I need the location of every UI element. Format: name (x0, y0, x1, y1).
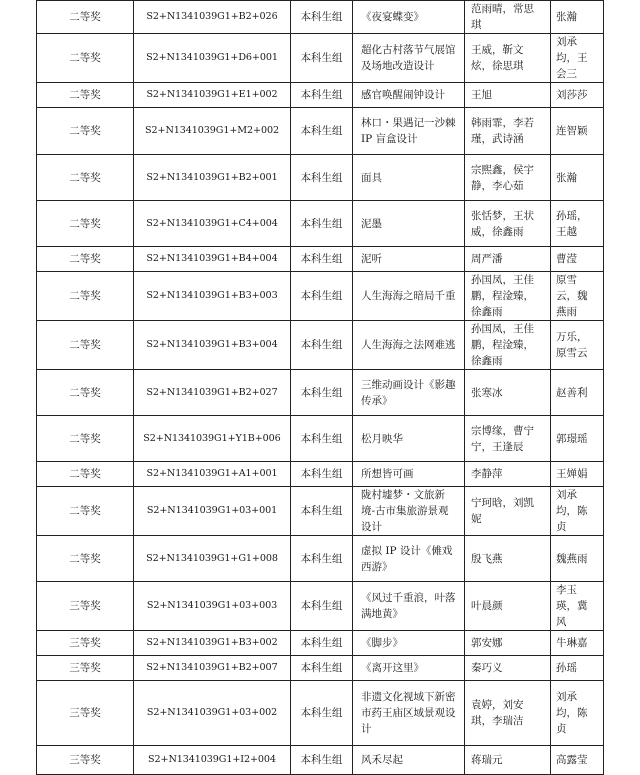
table-row (37, 681, 604, 746)
group-cell: 本科生组 (291, 1, 353, 34)
entry-code-cell: S2+N1341039G1+B2+026 (134, 1, 291, 34)
award-level-cell: 二等奖 (37, 34, 134, 83)
authors-cell: 秦巧义 (465, 656, 551, 681)
group-cell: 本科生组 (291, 321, 353, 370)
work-title-cell: 泥墨 (353, 201, 465, 247)
entry-code-cell: S2+N1341039G1+03+001 (134, 487, 291, 536)
entry-code-cell: S2+N1341039G1+A1+001 (134, 462, 291, 487)
authors-cell: 王旭 (465, 83, 551, 108)
advisor-cell: 刘承均，王会三 (551, 34, 604, 83)
authors-cell: 韩雨霏，李若瑾，武诗涵 (465, 108, 551, 155)
entry-code-cell: S2+N1341039G1+B2+007 (134, 656, 291, 681)
group-cell: 本科生组 (291, 247, 353, 272)
group-cell: 本科生组 (291, 416, 353, 462)
authors-cell: 孙国凤，王佳鹏，程淦臻，徐鑫雨 (465, 321, 551, 370)
group-cell: 本科生组 (291, 582, 353, 631)
table-row (37, 536, 604, 582)
table-row (37, 83, 604, 108)
work-title-cell: 泥听 (353, 247, 465, 272)
group-cell: 本科生组 (291, 272, 353, 321)
group-cell: 本科生组 (291, 370, 353, 416)
group-cell: 本科生组 (291, 155, 353, 201)
table-row (37, 416, 604, 462)
table-row (37, 201, 604, 247)
advisor-cell: 刘承均，陈贞 (551, 681, 604, 746)
table-row (37, 370, 604, 416)
award-table (36, 0, 604, 775)
advisor-cell: 连智颖 (551, 108, 604, 155)
advisor-cell: 原雪云，魏燕雨 (551, 272, 604, 321)
award-level-cell: 二等奖 (37, 83, 134, 108)
advisor-cell: 王婵娟 (551, 462, 604, 487)
award-level-cell: 三等奖 (37, 656, 134, 681)
work-title-cell: 非遗文化视域下新密市药王庙区域景观设计 (353, 681, 465, 746)
authors-cell: 殷飞燕 (465, 536, 551, 582)
award-table-body (37, 1, 604, 775)
entry-code-cell: S2+N1341039G1+G1+008 (134, 536, 291, 582)
award-level-cell: 二等奖 (37, 155, 134, 201)
work-title-cell: 《脚步》 (353, 631, 465, 656)
award-level-cell: 三等奖 (37, 582, 134, 631)
entry-code-cell: S2+N1341039G1+E1+002 (134, 83, 291, 108)
award-level-cell: 二等奖 (37, 416, 134, 462)
entry-code-cell: S2+N1341039G1+B3+004 (134, 321, 291, 370)
entry-code-cell: S2+N1341039G1+Y1B+006 (134, 416, 291, 462)
advisor-cell: 刘承均，陈贞 (551, 487, 604, 536)
authors-cell: 袁婷，刘安琪，李瑞洁 (465, 681, 551, 746)
award-level-cell: 二等奖 (37, 247, 134, 272)
work-title-cell: 《风过千重浪，叶落满地黄》 (353, 582, 465, 631)
table-row (37, 582, 604, 631)
award-level-cell: 三等奖 (37, 681, 134, 746)
group-cell: 本科生组 (291, 34, 353, 83)
authors-cell: 宁珂晗，刘凯妮 (465, 487, 551, 536)
advisor-cell: 李玉瑛，冀风 (551, 582, 604, 631)
advisor-cell: 赵善利 (551, 370, 604, 416)
group-cell: 本科生组 (291, 536, 353, 582)
work-title-cell: 人生海海之暗局千重 (353, 272, 465, 321)
table-row (37, 746, 604, 775)
advisor-cell: 魏燕雨 (551, 536, 604, 582)
award-level-cell: 二等奖 (37, 462, 134, 487)
work-title-cell: 风禾尽起 (353, 746, 465, 775)
work-title-cell: 面具 (353, 155, 465, 201)
work-title-cell: 人生海海之法网难逃 (353, 321, 465, 370)
entry-code-cell: S2+N1341039G1+B2+027 (134, 370, 291, 416)
group-cell: 本科生组 (291, 631, 353, 656)
work-title-cell: 所想皆可画 (353, 462, 465, 487)
table-row (37, 656, 604, 681)
work-title-cell: 超化古村落节气展馆及场地改造设计 (353, 34, 465, 83)
entry-code-cell: S2+N1341039G1+C4+004 (134, 201, 291, 247)
table-row (37, 1, 604, 34)
entry-code-cell: S2+N1341039G1+B3+003 (134, 272, 291, 321)
authors-cell: 叶晨颜 (465, 582, 551, 631)
work-title-cell: 松月映华 (353, 416, 465, 462)
award-level-cell: 二等奖 (37, 272, 134, 321)
advisor-cell: 张瀚 (551, 155, 604, 201)
advisor-cell: 曹滢 (551, 247, 604, 272)
entry-code-cell: S2+N1341039G1+B3+002 (134, 631, 291, 656)
entry-code-cell: S2+N1341039G1+I2+004 (134, 746, 291, 775)
entry-code-cell: S2+N1341039G1+03+003 (134, 582, 291, 631)
table-row (37, 272, 604, 321)
work-title-cell: 虚拟 IP 设计《傩戏西游》 (353, 536, 465, 582)
advisor-cell: 高露莹 (551, 746, 604, 775)
authors-cell: 王威，靳文炫，徐思琪 (465, 34, 551, 83)
work-title-cell: 三维动画设计《影趣传承》 (353, 370, 465, 416)
entry-code-cell: S2+N1341039G1+D6+001 (134, 34, 291, 83)
table-row (37, 34, 604, 83)
work-title-cell: 林口・果遇记一沙棘IP 盲盒设计 (353, 108, 465, 155)
award-level-cell: 二等奖 (37, 487, 134, 536)
work-title-cell: 感官唤醒闹钟设计 (353, 83, 465, 108)
group-cell: 本科生组 (291, 201, 353, 247)
table-row (37, 631, 604, 656)
award-level-cell: 二等奖 (37, 201, 134, 247)
group-cell: 本科生组 (291, 487, 353, 536)
award-level-cell: 三等奖 (37, 631, 134, 656)
table-row (37, 462, 604, 487)
advisor-cell: 牛琳嘉 (551, 631, 604, 656)
advisor-cell: 孙瑶，王越 (551, 201, 604, 247)
group-cell: 本科生组 (291, 656, 353, 681)
authors-cell: 李静萍 (465, 462, 551, 487)
advisor-cell: 刘莎莎 (551, 83, 604, 108)
award-level-cell: 二等奖 (37, 108, 134, 155)
group-cell: 本科生组 (291, 746, 353, 775)
table-row (37, 321, 604, 370)
award-level-cell: 二等奖 (37, 370, 134, 416)
table-row (37, 108, 604, 155)
award-level-cell: 三等奖 (37, 746, 134, 775)
authors-cell: 张寒冰 (465, 370, 551, 416)
authors-cell: 宗熙鑫，侯宇静，李心茹 (465, 155, 551, 201)
entry-code-cell: S2+N1341039G1+M2+002 (134, 108, 291, 155)
work-title-cell: 陇村墟梦・文旅新境-古市集旅游景观设计 (353, 487, 465, 536)
group-cell: 本科生组 (291, 462, 353, 487)
authors-cell: 郭安娜 (465, 631, 551, 656)
authors-cell: 宗博缘，曹宁宁，王逢辰 (465, 416, 551, 462)
group-cell: 本科生组 (291, 681, 353, 746)
entry-code-cell: S2+N1341039G1+B4+004 (134, 247, 291, 272)
table-row (37, 247, 604, 272)
award-level-cell: 二等奖 (37, 321, 134, 370)
advisor-cell: 万乐，原雪云 (551, 321, 604, 370)
advisor-cell: 张瀚 (551, 1, 604, 34)
table-row (37, 487, 604, 536)
group-cell: 本科生组 (291, 108, 353, 155)
advisor-cell: 郭璟瑶 (551, 416, 604, 462)
work-title-cell: 《离开这里》 (353, 656, 465, 681)
authors-cell: 孙国凤，王佳鹏，程淦臻，徐鑫雨 (465, 272, 551, 321)
advisor-cell: 孙瑶 (551, 656, 604, 681)
award-level-cell: 二等奖 (37, 536, 134, 582)
work-title-cell: 《夜宴蝶变》 (353, 1, 465, 34)
entry-code-cell: S2+N1341039G1+B2+001 (134, 155, 291, 201)
award-level-cell: 二等奖 (37, 1, 134, 34)
authors-cell: 张恬梦，王状威，徐鑫雨 (465, 201, 551, 247)
table-row (37, 155, 604, 201)
entry-code-cell: S2+N1341039G1+03+002 (134, 681, 291, 746)
group-cell: 本科生组 (291, 83, 353, 108)
authors-cell: 蒋瑞元 (465, 746, 551, 775)
authors-cell: 周严潘 (465, 247, 551, 272)
authors-cell: 范雨晴，常思琪 (465, 1, 551, 34)
